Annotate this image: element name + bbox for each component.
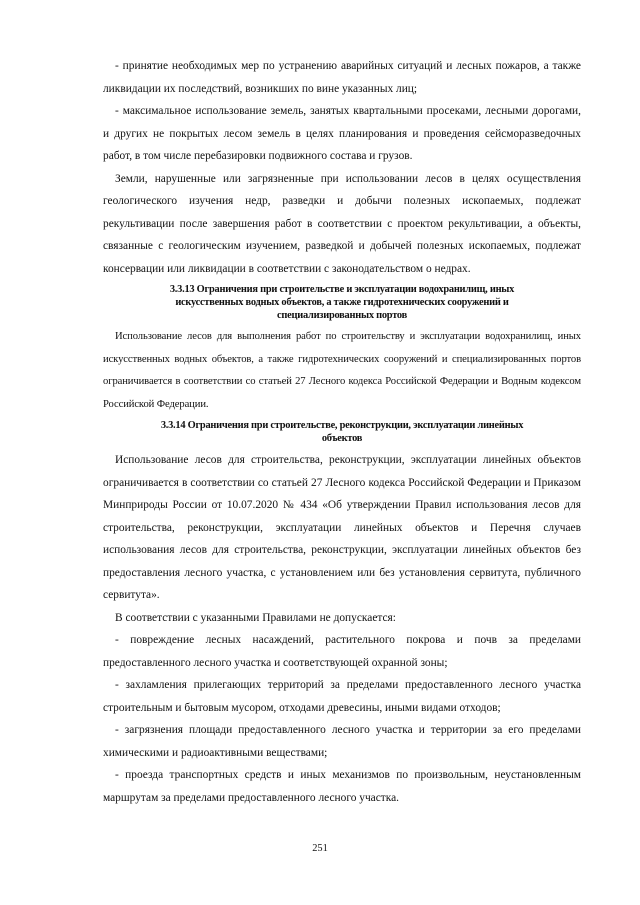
paragraph-rules-intro: В соответствии с указанными Правилами не допускается: (115, 611, 396, 624)
list-item-vehicle-routes: - проезда транспортных средств и иных механизмов по произвольным, неустановленным маршрутам за пределами предоставленного лесного участка. (103, 769, 581, 804)
paragraph-reservoirs-restrictions: Использование лесов для выполнения работ по строительству и эксплуатации водохранилищ, иных искусственных водных объектов, а также гидротехнических сооружений и специализированных портов ограничивается в соответствии со статьей 27 Лесного кодекса Российской Федерации и Водным кодексом Российской Федерации. (103, 331, 581, 410)
paragraph-linear-objects: Использование лесов для строительства, реконструкции, эксплуатации линейных объектов ограничивается в соответствии со статьей 27 Лесного кодекса Российской Федерации и Приказом Минприроды России от 10.07.2020 № 434 «Об утверждении Правил использования лесов для строительства, реконструкции, эксплуатации линейных объектов и Перечня случаев использования лесов для строительства, реконструкции, эксплуатации линейных объектов без предоставления лесного участка, с установлением или без установления сервитута, публичного сервитута». (103, 454, 581, 601)
page-number: 251 (312, 843, 328, 854)
paragraph-emergency-measures: - принятие необходимых мер по устранению аварийных ситуаций и лесных пожаров, а также ликвидации их последствий, возникших по вине указанных лиц; (103, 60, 581, 95)
paragraph-land-recultivation: Земли, нарушенные или загрязненные при использовании лесов в целях осуществления геологического изучения недр, разведки и добычи полезных ископаемых, подлежат рекультивации после завершения работ в соответствии с проектом рекультивации, а объекты, связанные с геологическим изучением, разведкой и добычей полезных ископаемых, подлежат консервации или ликвидации в соответствии с законодательством о недрах. (103, 172, 581, 275)
section-heading-3-3-13: 3.3.13 Ограничения при строительстве и эксплуатации водохранилищ, иных искусственных водных объектов, а также гидротехнических сооружений и специализированных портов (169, 284, 515, 321)
section-heading-3-3-14: 3.3.14 Ограничения при строительстве, реконструкции, эксплуатации линейных объектов (160, 420, 524, 444)
list-item-pollution: - загрязнения площади предоставленного лесного участка и территории за его пределами химическими и радиоактивными веществами; (103, 724, 581, 759)
document-page (103, 55, 581, 809)
paragraph-land-use-seismic: - максимальное использование земель, занятых квартальными просеками, лесными дорогами, и других не покрытых лесом земель в целях планирования и проведения сейсморазведочных работ, в том числе перебазировки подвижного состава и грузов. (103, 105, 581, 162)
list-item-littering: - захламления прилегающих территорий за пределами предоставленного лесного участка строительным и бытовым мусором, отходами древесины, иными видами отходов; (103, 679, 581, 714)
list-item-damage: - повреждение лесных насаждений, растительного покрова и почв за пределами предоставленного лесного участка и соответствующей охранной зоны; (103, 634, 581, 669)
